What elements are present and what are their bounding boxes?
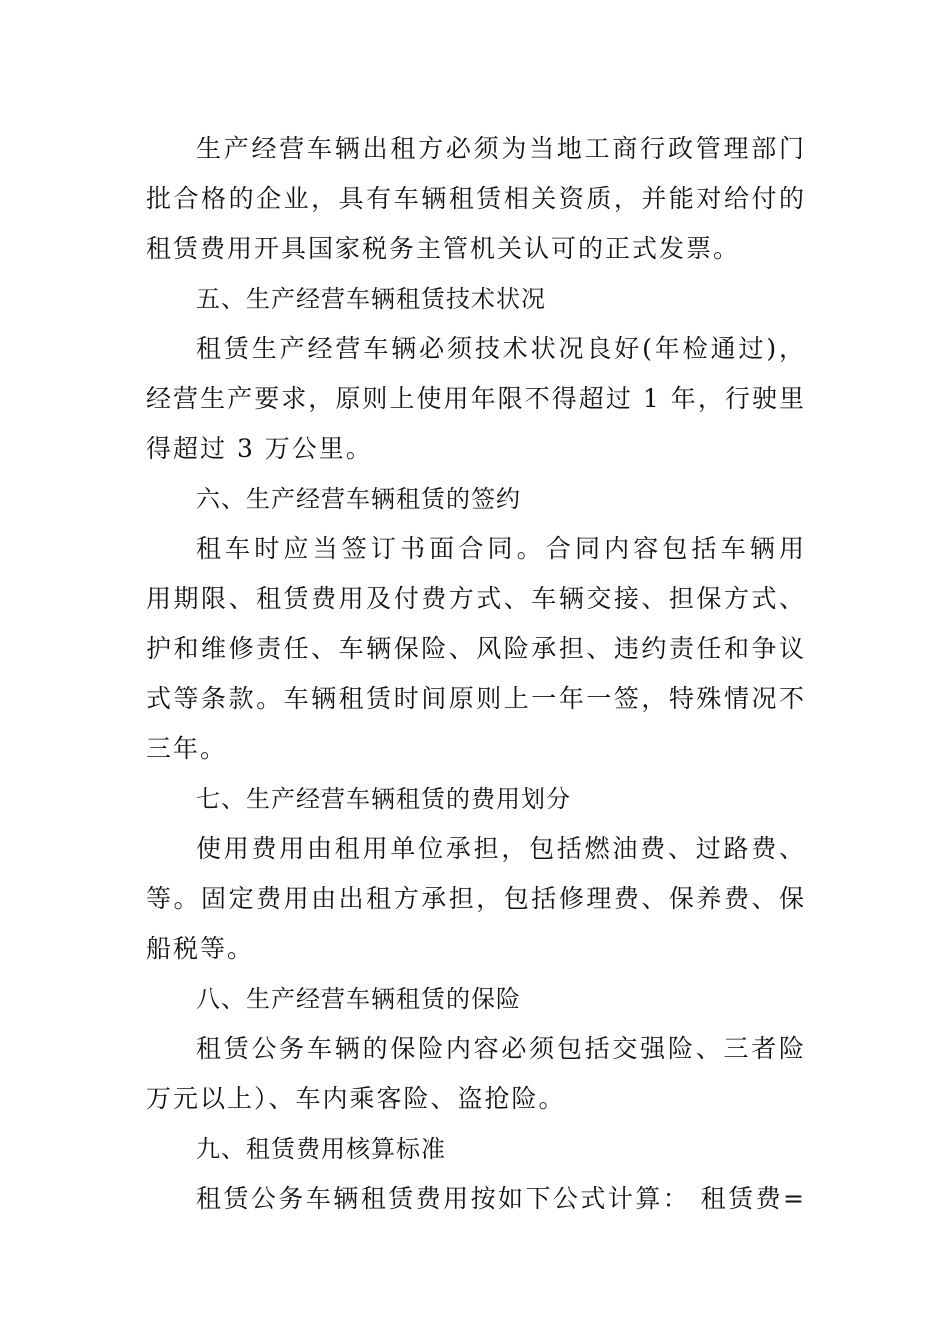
- paragraph-line: 租赁公务车辆的保险内容必须包括交强险、三者险: [196, 1034, 806, 1063]
- paragraph-line: 经营生产要求，原则上使用年限不得超过 1 年，行驶里: [146, 384, 806, 413]
- paragraph-line: 批合格的企业，具有车辆租赁相关资质，并能对给付的: [146, 184, 806, 213]
- paragraph-line: 式等条款。车辆租赁时间原则上一年一签，特殊情况不: [146, 684, 806, 713]
- paragraph-line: 等。固定费用由出租方承担，包括修理费、保养费、保: [146, 884, 806, 913]
- paragraph-line: 万元以上）、车内乘客险、盗抢险。: [146, 1084, 566, 1113]
- paragraph-line: 三年。: [146, 734, 228, 763]
- paragraph-line: 船税等。: [146, 934, 255, 963]
- paragraph-line: 租赁公务车辆租赁费用按如下公式计算： 租赁费=: [196, 1184, 806, 1213]
- paragraph-line: 租赁生产经营车辆必须技术状况良好(年检通过)，: [196, 334, 806, 363]
- paragraph-line: 用期限、租赁费用及付费方式、车辆交接、担保方式、: [146, 584, 806, 613]
- section-heading-9: 九、租赁费用核算标准: [196, 1135, 446, 1163]
- paragraph-line: 护和维修责任、车辆保险、风险承担、违约责任和争议: [146, 634, 806, 663]
- section-heading-7: 七、生产经营车辆租赁的费用划分: [196, 785, 571, 813]
- paragraph-line: 租车时应当签订书面合同。合同内容包括车辆用: [196, 534, 806, 563]
- section-heading-8: 八、生产经营车辆租赁的保险: [196, 985, 521, 1013]
- paragraph-line: 租赁费用开具国家税务主管机关认可的正式发票。: [146, 234, 741, 263]
- section-heading-5: 五、生产经营车辆租赁技术状况: [196, 285, 546, 313]
- paragraph-line: 生产经营车辆出租方必须为当地工商行政管理部门: [196, 134, 806, 163]
- paragraph-line: 使用费用由租用单位承担，包括燃油费、过路费、: [196, 834, 806, 863]
- section-heading-6: 六、生产经营车辆租赁的签约: [196, 485, 521, 513]
- paragraph-line: 得超过 3 万公里。: [146, 434, 373, 463]
